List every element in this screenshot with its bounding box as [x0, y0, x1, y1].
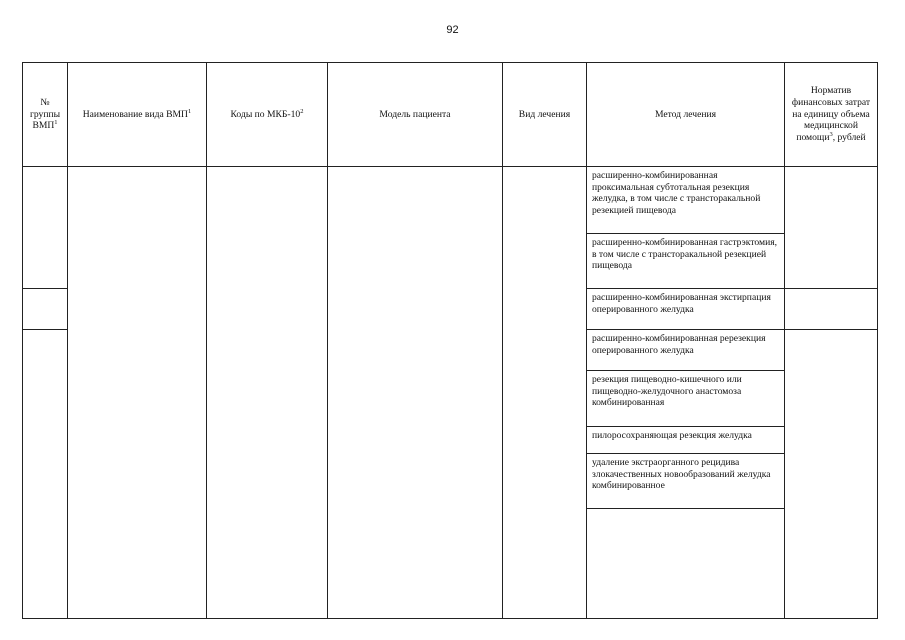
treatment-type-cell: [503, 167, 587, 619]
header-cost-norm: Норматив финансовых затрат на единицу объема медицинской помощи$^3$, рублей: [785, 63, 878, 167]
vmp-table: [22, 62, 878, 619]
page-number: 92: [446, 24, 459, 36]
treatment-method-cell: расширенно-комбинированная ререзекция оперированного желудка: [587, 330, 785, 371]
header-treatment-type: Вид лечения: [503, 63, 587, 167]
icd-code-cell: [207, 167, 328, 619]
group-no-cell: [23, 289, 68, 330]
treatment-method-cell: расширенно-комбинированная проксимальная субтотальная резекция желудка, в том числе с трансторакальной резекцией пищевода: [587, 167, 785, 234]
treatment-method-cell: пилоросохраняющая резекция желудка: [587, 427, 785, 454]
header-treatment-method: Метод лечения: [587, 63, 785, 167]
treatment-method-cell: расширенно-комбинированная экстирпация оперированного желудка: [587, 289, 785, 330]
treatment-method-cell: резекция пищеводно-кишечного или пищеводно-желудочного анастомоза комбинированная: [587, 371, 785, 427]
treatment-method-cell: расширенно-комбинированная гастрэктомия, в том числе с трансторакальной резекцией пищевода: [587, 234, 785, 289]
treatment-method-cell: удаление экстраорганного рецидива злокачественных новообразований желудка комбинированное: [587, 454, 785, 509]
group-no-cell: [23, 330, 68, 619]
table-row: [23, 167, 878, 234]
vmp-name-cell: [587, 509, 785, 619]
header-row: [23, 63, 878, 167]
patient-model-cell: [328, 167, 503, 619]
header-group-no: № группы ВМП$^1$: [23, 63, 68, 167]
header-vmp-name: Наименование вида ВМП$^1$: [68, 63, 207, 167]
cost-norm-cell: [785, 167, 878, 289]
cost-norm-cell: [785, 289, 878, 330]
header-patient-model: Модель пациента: [328, 63, 503, 167]
header-icd-codes: Коды по МКБ-$10^2$: [207, 63, 328, 167]
vmp-name-cell: [68, 167, 207, 619]
cost-norm-cell: [785, 330, 878, 619]
group-no-cell: [23, 167, 68, 289]
